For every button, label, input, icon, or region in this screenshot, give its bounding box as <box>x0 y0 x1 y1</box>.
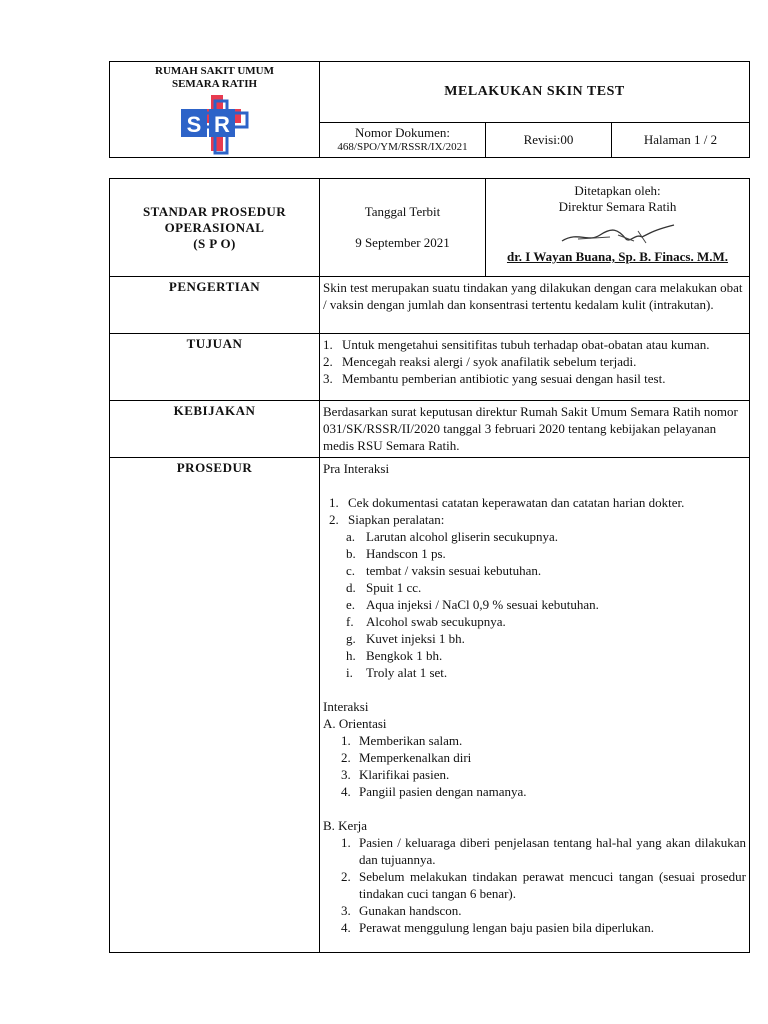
item-text: Kuvet injeksi 1 bh. <box>366 631 465 646</box>
list-item <box>323 579 746 596</box>
list-item <box>329 494 746 511</box>
doc-number: 468/SPO/YM/RSSR/IX/2021 <box>337 141 468 153</box>
list-item <box>323 613 746 630</box>
pra-interaksi-title: Pra Interaksi <box>323 461 390 476</box>
hospital-cell <box>110 62 320 158</box>
hospital-name <box>110 62 319 91</box>
approved-by-label: Ditetapkan oleh: <box>574 183 661 198</box>
item-number: 2. <box>323 354 333 369</box>
item-letter: d. <box>346 580 356 595</box>
item-text: Aqua injeksi / NaCl 0,9 % sesuai kebutuhan. <box>366 597 599 612</box>
item-text: Perawat menggulung lengan baju pasien bila diperlukan. <box>359 920 654 935</box>
item-letter: a. <box>346 529 356 544</box>
kerja-list <box>323 834 746 936</box>
item-text: Sebelum melakukan tindakan perawat mencuci tangan (sesuai prosedur tindakan cuci tangan 6 benar). <box>359 869 746 901</box>
item-text: Pasien / keluaraga diberi penjelasan tentang hal-hal yang akan dilakukan dan tujuannya. <box>359 835 746 867</box>
item-number: 2. <box>329 512 339 527</box>
item-text: Troly alat 1 set. <box>366 665 448 680</box>
list-item <box>323 664 746 681</box>
section-label-kebijakan: KEBIJAKAN <box>110 401 320 458</box>
item-text: Siapkan peralatan: <box>348 512 445 527</box>
item-text: Cek dokumentasi catatan keperawatan dan catatan harian dokter. <box>348 495 685 510</box>
item-text: Untuk mengetahui sensitifitas tubuh terhadap obat-obatan atau kuman. <box>342 337 710 352</box>
list-item <box>323 783 746 800</box>
item-number: 1. <box>329 495 339 510</box>
list-item <box>323 834 746 868</box>
item-number: 4. <box>341 784 351 799</box>
item-number: 1. <box>341 835 351 850</box>
list-item <box>323 596 746 613</box>
page-number: Halaman 1 / 2 <box>612 123 750 158</box>
item-text: Memberikan salam. <box>359 733 463 748</box>
item-number: 2. <box>341 869 351 884</box>
document-title: MELAKUKAN SKIN TEST <box>320 62 750 123</box>
item-text: Alcohol swab secukupnya. <box>366 614 506 629</box>
director-name: dr. I Wayan Buana, Sp. B. Finacs. M.M. <box>506 249 729 264</box>
director-name-wrap <box>486 249 749 265</box>
section-content-kebijakan <box>320 401 750 458</box>
approved-by-title: Direktur Semara Ratih <box>558 199 677 214</box>
list-item <box>323 545 746 562</box>
section-label-prosedur: PROSEDUR <box>110 458 320 953</box>
item-text: Klarifikai pasien. <box>359 767 450 782</box>
list-item <box>323 732 746 749</box>
issue-date: 9 September 2021 <box>355 235 450 250</box>
item-text: Memperkenalkan diri <box>359 750 472 765</box>
hospital-name-line1: RUMAH SAKIT UMUM <box>155 65 274 77</box>
list-item <box>329 511 746 528</box>
approval-cell <box>486 179 750 277</box>
pra-interaksi-list <box>323 494 746 528</box>
issue-date-cell <box>320 179 486 277</box>
list-item <box>323 749 746 766</box>
equipment-list <box>323 528 746 681</box>
item-letter: e. <box>346 597 356 612</box>
list-item <box>323 336 746 353</box>
spo-title-cell <box>110 179 320 277</box>
spo-table <box>109 178 750 953</box>
kebijakan-text: Berdasarkan surat keputusan direktur Rumah Sakit Umum Semara Ratih nomor 031/SK/RSSR/II/2020 tanggal 3 februari 2020 tentang kebijakan pelayanan medis RSU Semara Ratih. <box>323 404 738 453</box>
item-letter: c. <box>346 563 356 578</box>
section-content-pengertian <box>320 277 750 334</box>
pengertian-text: Skin test merupakan suatu tindakan yang dilakukan dengan cara melakukan obat / vaksin dengan jumlah dan konsentrasi tertentu kedalam kulit (intrakutan). <box>323 280 743 312</box>
item-number: 4. <box>341 920 351 935</box>
item-number: 1. <box>341 733 351 748</box>
logo-letter-r: R <box>213 112 230 137</box>
item-text: Membantu pemberian antibiotic yang sesuai dengan hasil test. <box>342 371 666 386</box>
list-item <box>323 902 746 919</box>
doc-number-label: Nomor Dokumen: <box>355 125 450 140</box>
item-letter: b. <box>346 546 356 561</box>
tujuan-list <box>323 336 746 387</box>
list-item <box>323 868 746 902</box>
doc-number-cell <box>320 123 486 158</box>
header-table <box>109 61 750 158</box>
item-number: 1. <box>323 337 333 352</box>
item-text: Handscon 1 ps. <box>366 546 446 561</box>
list-item <box>323 353 746 370</box>
signature <box>558 221 678 247</box>
orientasi-title: A. Orientasi <box>323 716 387 731</box>
list-item <box>323 919 746 936</box>
logo-letter-s: S <box>186 112 201 137</box>
issue-label: Tanggal Terbit <box>364 204 441 219</box>
item-text: Spuit 1 cc. <box>366 580 422 595</box>
item-letter: f. <box>346 614 354 629</box>
item-text: tembat / vaksin sesuai kebutuhan. <box>366 563 542 578</box>
item-letter: g. <box>346 631 356 646</box>
hospital-name-line2: SEMARA RATIH <box>171 78 258 90</box>
list-item <box>323 630 746 647</box>
list-item <box>323 528 746 545</box>
kerja-title: B. Kerja <box>323 818 368 833</box>
list-item <box>323 766 746 783</box>
item-letter: h. <box>346 648 356 663</box>
list-item <box>323 562 746 579</box>
item-number: 3. <box>341 903 351 918</box>
item-text: Bengkok 1 bh. <box>366 648 443 663</box>
spo-title-line2: OPERASIONAL <box>164 219 265 235</box>
item-number: 2. <box>341 750 351 765</box>
interaksi-title: Interaksi <box>323 699 369 714</box>
section-content-prosedur <box>320 458 750 953</box>
item-number: 3. <box>341 767 351 782</box>
item-text: Larutan alcohol gliserin secukupnya. <box>366 529 559 544</box>
item-text: Mencegah reaksi alergi / syok anafilatik sebelum terjadi. <box>342 354 637 369</box>
item-text: Pangiil pasien dengan namanya. <box>359 784 527 799</box>
hospital-logo <box>175 93 255 155</box>
spo-title-line1: STANDAR PROSEDUR <box>142 203 287 219</box>
section-content-tujuan <box>320 334 750 401</box>
list-item <box>323 647 746 664</box>
spo-title-line3: (S P O) <box>193 235 236 251</box>
section-label-tujuan: TUJUAN <box>110 334 320 401</box>
list-item <box>323 370 746 387</box>
revision: Revisi:00 <box>486 123 612 158</box>
item-number: 3. <box>323 371 333 386</box>
orientasi-list <box>323 732 746 800</box>
item-text: Gunakan handscon. <box>359 903 462 918</box>
spo-title <box>110 204 319 252</box>
item-letter: i. <box>346 665 353 680</box>
section-label-pengertian: PENGERTIAN <box>110 277 320 334</box>
